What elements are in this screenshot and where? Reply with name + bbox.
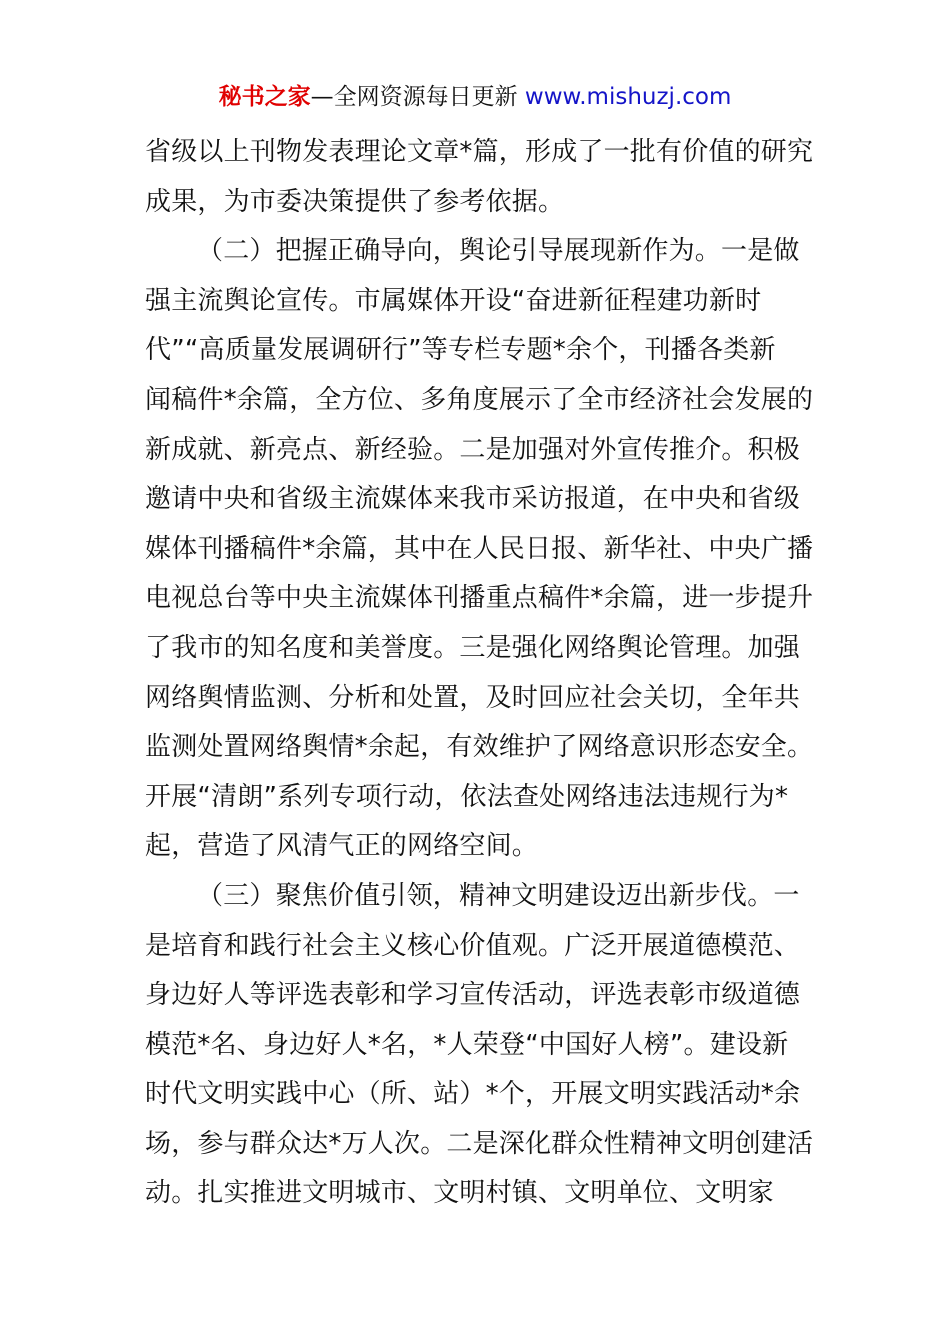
text-line: 成果，为市委决策提供了参考依据。 (145, 186, 565, 217)
text-line: 是培育和践行社会主义核心价值观。广泛开展道德模范、 (145, 930, 801, 961)
text-line: 模范*名、身边好人*名，*人荣登“中国好人榜”。建设新 (145, 1029, 789, 1060)
text-line: 代”“高质量发展调研行”等专栏专题*余个，刊播各类新 (145, 335, 776, 366)
text-line: 网络舆情监测、分析和处置，及时回应社会关切，全年共 (145, 682, 801, 713)
text-line: 电视总台等中央主流媒体刊播重点稿件*余篇，进一步提升 (145, 583, 814, 614)
text-line: 身边好人等评选表彰和学习宣传活动，评选表彰市级道德 (145, 980, 801, 1011)
text-line: 邀请中央和省级主流媒体来我市采访报道，在中央和省级 (145, 484, 801, 515)
text-line: 时代文明实践中心（所、站）*个，开展文明实践活动*余 (145, 1079, 801, 1110)
section-heading-line: （二）把握正确导向，舆论引导展现新作为。一是做 (197, 236, 800, 267)
section-heading-line: （三）聚焦价值引领，精神文明建设迈出新步伐。一 (197, 880, 800, 911)
text-line: 新成就、新亮点、新经验。二是加强对外宣传推介。积极 (145, 434, 801, 465)
text-line: 动。扎实推进文明城市、文明村镇、文明单位、文明家 (145, 1178, 774, 1209)
text-line: 起，营造了风清气正的网络空间。 (145, 831, 539, 862)
text-line: 媒体刊播稿件*余篇，其中在人民日报、新华社、中央广播 (145, 533, 814, 564)
text-line: 了我市的知名度和美誉度。三是强化网络舆论管理。加强 (145, 632, 801, 663)
text-line: 省级以上刊物发表理论文章*篇，形成了一批有价值的研究 (145, 137, 814, 167)
header-tagline: —全网资源每日更新 (310, 84, 525, 110)
text-line: 强主流舆论宣传。市属媒体开设“奋进新征程建功新时 (145, 285, 762, 316)
text-line: 开展“清朗”系列专项行动，依法查处网络违法违规行为* (145, 781, 789, 812)
text-line: 监测处置网络舆情*余起，有效维护了网络意识形态安全。 (145, 732, 814, 763)
text-line: 场，参与群众达*万人次。二是深化群众性精神文明创建活 (145, 1128, 814, 1159)
document-body (145, 128, 814, 1219)
site-url-link[interactable]: www.mishuzj.com (524, 84, 732, 110)
site-header (0, 80, 950, 114)
text-line: 闻稿件*余篇，全方位、多角度展示了全市经济社会发展的 (145, 384, 814, 415)
brand-name: 秘书之家 (218, 84, 311, 110)
